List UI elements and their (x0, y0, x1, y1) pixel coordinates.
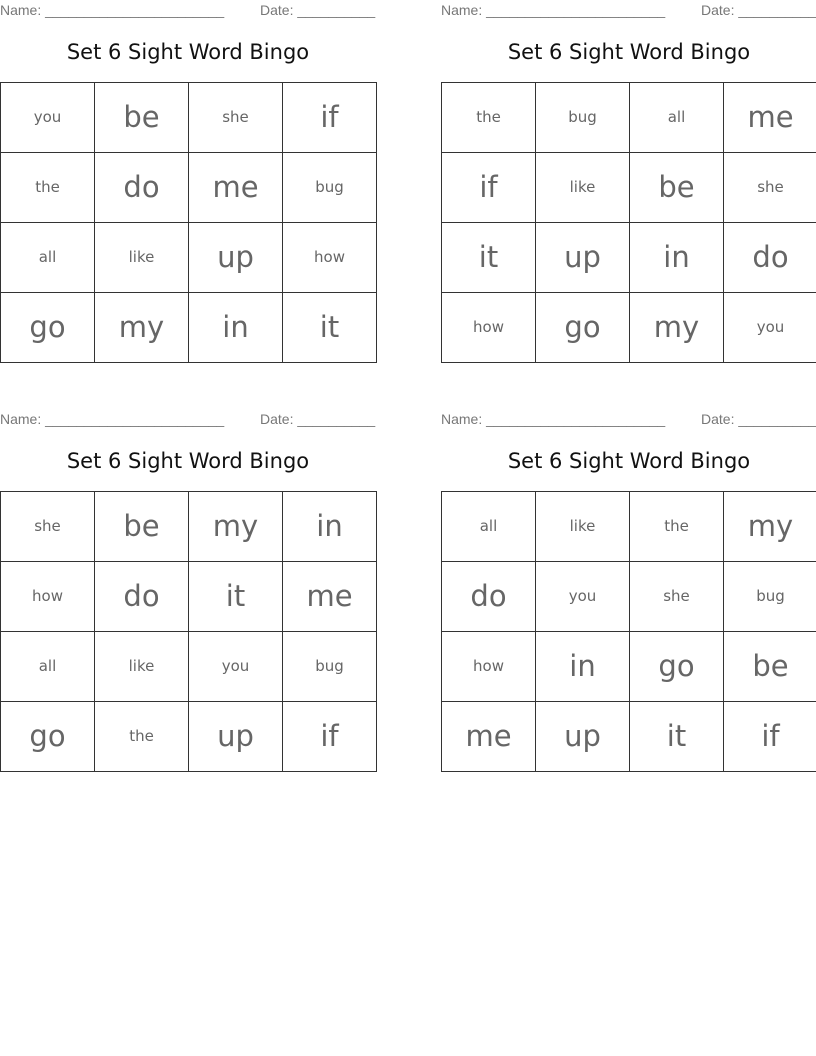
bingo-cell: all (630, 83, 724, 153)
date-field[interactable]: Date: __________ (260, 2, 376, 18)
bingo-grid (0, 491, 377, 772)
bingo-cell: like (95, 632, 189, 702)
bingo-cell: go (1, 293, 95, 363)
name-field[interactable]: Name: _______________________ (441, 2, 666, 18)
bingo-cell: how (1, 562, 95, 632)
bingo-cell: how (442, 293, 536, 363)
bingo-cell: if (283, 83, 377, 153)
grid-row (1, 223, 377, 293)
bingo-card-2 (441, 0, 816, 365)
date-field[interactable]: Date: __________ (701, 2, 816, 18)
bingo-cell: in (189, 293, 283, 363)
bingo-cell: all (1, 223, 95, 293)
name-field[interactable]: Name: _______________________ (0, 411, 225, 427)
grid-row (1, 702, 377, 772)
bingo-cell: go (630, 632, 724, 702)
date-field[interactable]: Date: __________ (260, 411, 376, 427)
bingo-cell: all (442, 492, 536, 562)
bingo-card-3 (0, 409, 376, 774)
bingo-cell: you (189, 632, 283, 702)
bingo-cell: be (724, 632, 816, 702)
name-date-line (0, 2, 376, 20)
bingo-cell: up (536, 223, 630, 293)
name-field[interactable]: Name: _______________________ (441, 411, 666, 427)
bingo-cell: me (724, 83, 816, 153)
bingo-cell: the (1, 153, 95, 223)
grid-row (1, 562, 377, 632)
bingo-cell: how (283, 223, 377, 293)
bingo-grid (441, 82, 816, 363)
card-title: Set 6 Sight Word Bingo (66, 40, 310, 64)
bingo-cell: do (442, 562, 536, 632)
bingo-cell: me (442, 702, 536, 772)
bingo-cell: you (1, 83, 95, 153)
grid-row (442, 562, 816, 632)
bingo-cell: like (95, 223, 189, 293)
grid-row (1, 153, 377, 223)
bingo-cell: my (724, 492, 816, 562)
bingo-cell: it (442, 223, 536, 293)
bingo-grid (0, 82, 377, 363)
bingo-cell: up (189, 223, 283, 293)
bingo-cell: she (630, 562, 724, 632)
name-date-line (441, 2, 816, 20)
grid-row (1, 83, 377, 153)
card-title: Set 6 Sight Word Bingo (507, 40, 751, 64)
card-title: Set 6 Sight Word Bingo (66, 449, 310, 473)
grid-row (442, 492, 816, 562)
bingo-cell: if (283, 702, 377, 772)
grid-row (442, 223, 816, 293)
bingo-cell: how (442, 632, 536, 702)
bingo-cell: bug (724, 562, 816, 632)
bingo-cell: the (95, 702, 189, 772)
bingo-cell: it (189, 562, 283, 632)
bingo-cell: my (189, 492, 283, 562)
grid-row (442, 153, 816, 223)
bingo-cell: in (283, 492, 377, 562)
bingo-cell: it (630, 702, 724, 772)
name-field[interactable]: Name: _______________________ (0, 2, 225, 18)
bingo-cell: my (630, 293, 724, 363)
bingo-card-1 (0, 0, 376, 365)
grid-row (1, 632, 377, 702)
bingo-cell: be (95, 83, 189, 153)
bingo-cell: go (1, 702, 95, 772)
bingo-cell: do (724, 223, 816, 293)
bingo-grid (441, 491, 816, 772)
bingo-cell: if (724, 702, 816, 772)
grid-row (1, 293, 377, 363)
bingo-cell: it (283, 293, 377, 363)
bingo-cell: in (630, 223, 724, 293)
bingo-cell: up (536, 702, 630, 772)
bingo-cell: be (630, 153, 724, 223)
bingo-cell: you (724, 293, 816, 363)
date-field[interactable]: Date: __________ (701, 411, 816, 427)
grid-row (442, 293, 816, 363)
bingo-cell: in (536, 632, 630, 702)
bingo-cell: like (536, 492, 630, 562)
bingo-cell: up (189, 702, 283, 772)
bingo-cell: do (95, 153, 189, 223)
bingo-cell: go (536, 293, 630, 363)
bingo-cell: she (724, 153, 816, 223)
bingo-cell: be (95, 492, 189, 562)
grid-row (442, 83, 816, 153)
bingo-cell: she (189, 83, 283, 153)
bingo-cell: like (536, 153, 630, 223)
bingo-cell: bug (536, 83, 630, 153)
grid-row (442, 632, 816, 702)
bingo-cell: the (442, 83, 536, 153)
bingo-card-4 (441, 409, 816, 774)
bingo-cell: if (442, 153, 536, 223)
bingo-cell: the (630, 492, 724, 562)
bingo-cell: you (536, 562, 630, 632)
name-date-line (441, 411, 816, 429)
bingo-cell: do (95, 562, 189, 632)
bingo-cell: bug (283, 632, 377, 702)
name-date-line (0, 411, 376, 429)
bingo-cell: me (283, 562, 377, 632)
bingo-cell: bug (283, 153, 377, 223)
bingo-cell: my (95, 293, 189, 363)
bingo-cell: all (1, 632, 95, 702)
grid-row (1, 492, 377, 562)
bingo-cell: she (1, 492, 95, 562)
card-title: Set 6 Sight Word Bingo (507, 449, 751, 473)
bingo-cell: me (189, 153, 283, 223)
grid-row (442, 702, 816, 772)
